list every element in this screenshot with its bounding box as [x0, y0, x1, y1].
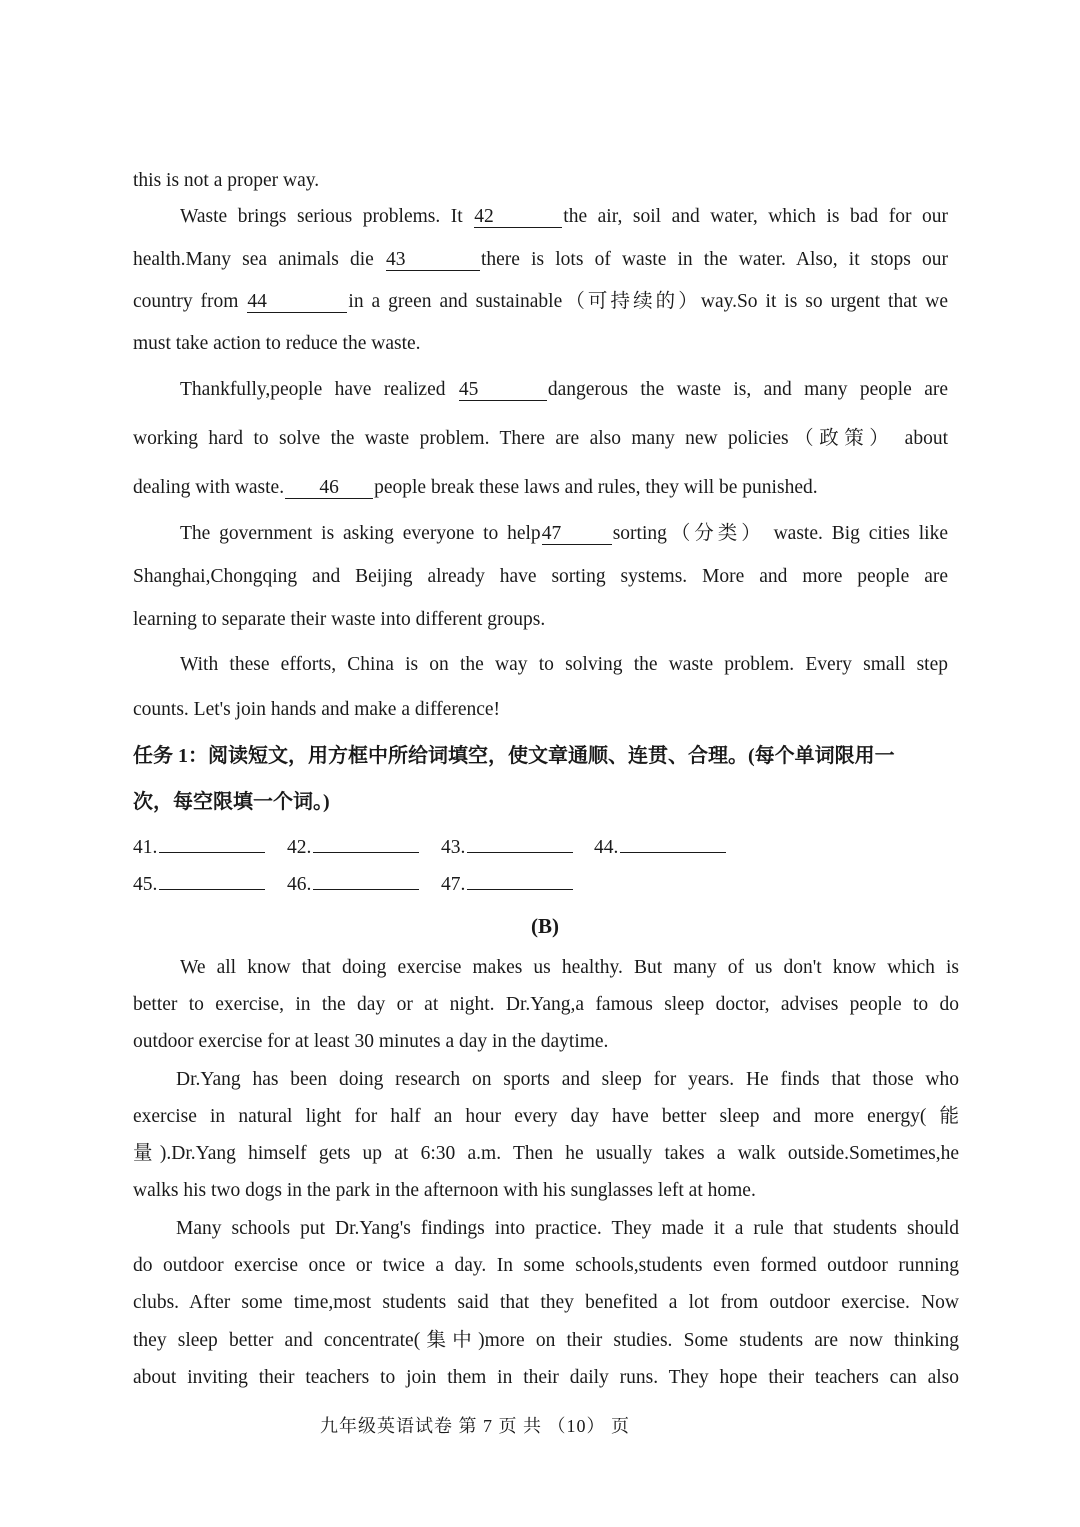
text-line: clubs. After some time,most students said that they benefited a lot from outdoor exercise. Now [133, 1292, 959, 1313]
blank-43: 43 [386, 250, 480, 271]
text-line: The government is asking everyone to help47 sorting（分类） waste. Big cities like [180, 523, 948, 544]
answer-blank-47[interactable]: 47. [441, 871, 573, 897]
text-line: Dr.Yang has been doing research on sports and sleep for years. He finds that those who [176, 1069, 959, 1090]
text-line: outdoor exercise for at least 30 minutes a day in the daytime. [133, 1031, 609, 1052]
text-line: health.Many sea animals die 43 there is lots of waste in the water. Also, it stops our [133, 249, 949, 270]
text-line: exercise in natural light for half an hour every day have better sleep and more energy( 能 [133, 1106, 959, 1127]
text-line: country from 44 in a green and sustainable（可持续的）way.So it is so urgent that we [133, 291, 948, 312]
text-line: do outdoor exercise once or twice a day. In some schools,students even formed outdoor running [133, 1255, 959, 1276]
section-title: (B) [531, 914, 559, 938]
page-footer: 九年级英语试卷 第 7 页 共 （10） 页 [320, 1416, 630, 1436]
answer-blank-41[interactable]: 41. [133, 834, 265, 860]
answer-blank-44[interactable]: 44. [594, 834, 726, 860]
text-line: they sleep better and concentrate(集中)more on their studies. Some students are now thinking [133, 1330, 959, 1351]
blank-46: 46 [285, 478, 373, 499]
answer-blank-46[interactable]: 46. [287, 871, 419, 897]
text-line: We all know that doing exercise makes us healthy. But many of us don't know which is [180, 957, 959, 978]
text-line: better to exercise, in the day or at night. Dr.Yang,a famous sleep doctor, advises people to do [133, 994, 959, 1015]
text-line: working hard to solve the waste problem. There are also many new policies（政策） about [133, 428, 948, 449]
answer-blank-43[interactable]: 43. [441, 834, 573, 860]
text-line: 量).Dr.Yang himself gets up at 6:30 a.m. Then he usually takes a walk outside.Sometimes,he [133, 1143, 959, 1164]
blank-42: 42 [474, 207, 562, 228]
text-line: about inviting their teachers to join them in their daily runs. They hope their teachers can also [133, 1367, 959, 1388]
text-line: learning to separate their waste into different groups. [133, 609, 546, 630]
text-line: Many schools put Dr.Yang's findings into practice. They made it a rule that students should [176, 1218, 959, 1239]
text-line: With these efforts, China is on the way to solving the waste problem. Every small step [180, 654, 948, 675]
blank-44: 44 [247, 292, 347, 313]
blank-47: 47 [542, 524, 612, 545]
text-line: Shanghai,Chongqing and Beijing already have sorting systems. More and more people are [133, 566, 948, 587]
text-line: dealing with waste. 46 people break these laws and rules, they will be punished. [133, 477, 818, 498]
answer-blank-45[interactable]: 45. [133, 871, 265, 897]
answer-blank-42[interactable]: 42. [287, 834, 419, 860]
text-line: Thankfully,people have realized 45 dangerous the waste is, and many people are [180, 379, 948, 400]
task-instruction: 任务 1：阅读短文，用方框中所给词填空，使文章通顺、连贯、合理。(每个单词限用一 [133, 745, 895, 767]
text-line: counts. Let's join hands and make a difference! [133, 699, 501, 720]
text-line: this is not a proper way. [133, 170, 320, 191]
blank-45: 45 [459, 380, 547, 401]
text-line: Waste brings serious problems. It 42 the air, soil and water, which is bad for our [180, 206, 949, 227]
task-instruction: 次，每空限填一个词。) [133, 791, 330, 813]
text-line: walks his two dogs in the park in the afternoon with his sunglasses left at home. [133, 1180, 756, 1201]
text-line: must take action to reduce the waste. [133, 333, 421, 354]
